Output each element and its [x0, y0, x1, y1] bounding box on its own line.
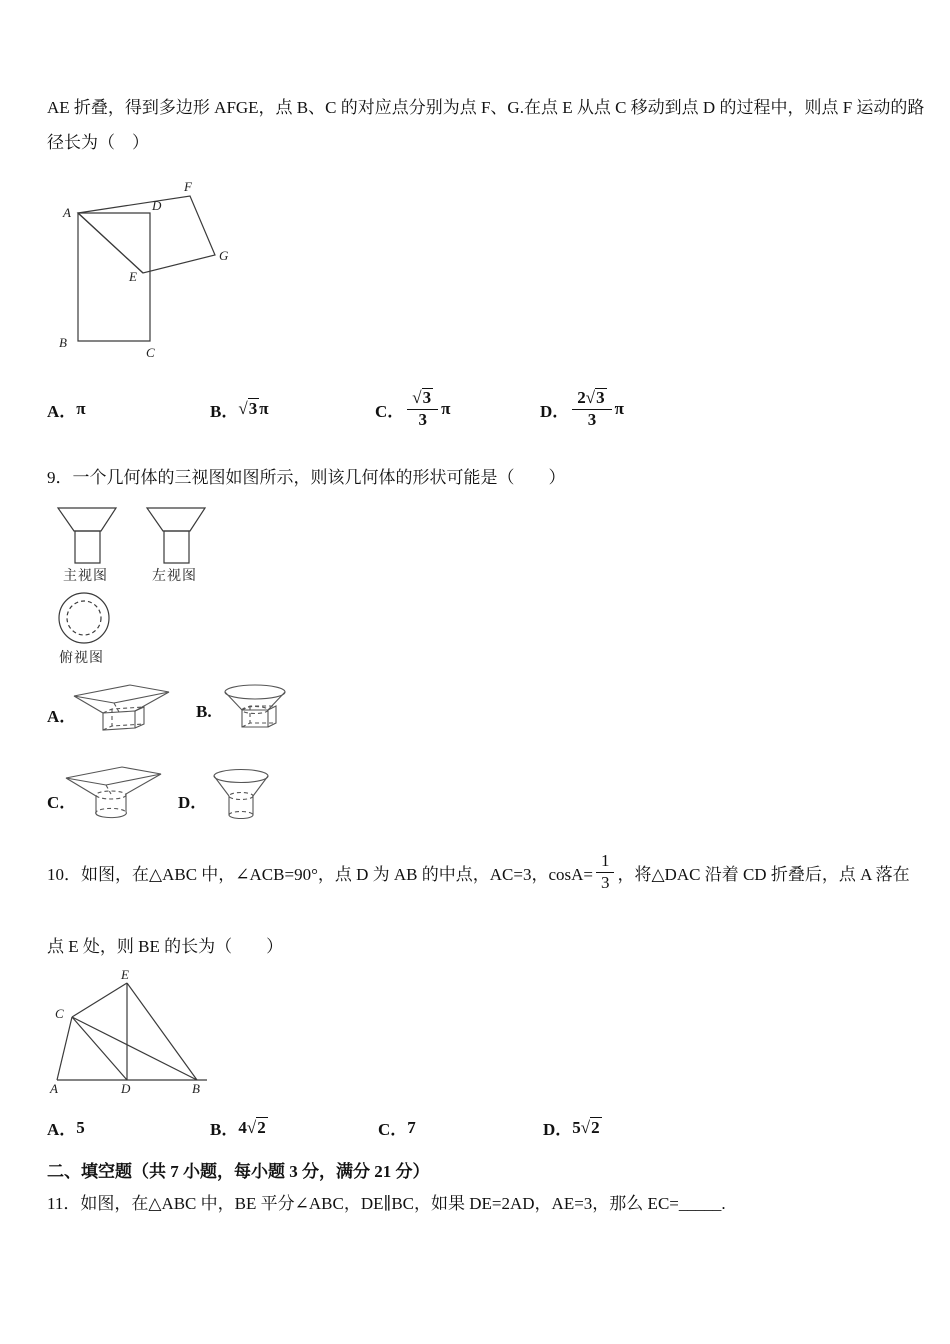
- q8-option-a-label: A．: [47, 401, 77, 421]
- q9-option-a-figure: [72, 682, 172, 734]
- q8-figure-label-g: G: [219, 248, 229, 263]
- q8-text-line2: 径长为（ ）: [47, 133, 149, 152]
- q10-figure-triangle: [42, 966, 222, 1096]
- sqrt-icon: √: [585, 388, 596, 408]
- q9-text: 9．一个几何体的三视图如图所示，则该几何体的形状可能是（ ）: [47, 468, 566, 487]
- q10-figure-label-a: A: [50, 1081, 58, 1096]
- q8-option-d-coefficient: 2: [577, 388, 586, 408]
- q8-option-c-radicand: 3: [422, 388, 432, 408]
- q10-option-b-radicand: 2: [257, 1118, 266, 1137]
- q10-option-d-radicand: 2: [591, 1118, 600, 1137]
- q10-fraction-denominator: 3: [600, 872, 610, 892]
- q8-option-b: [210, 381, 269, 437]
- q8-option-d: [540, 381, 624, 437]
- q8-option-c-label: C．: [375, 401, 405, 421]
- q8-figure-label-d: D: [152, 198, 162, 213]
- q8-figure-label-c: C: [146, 345, 155, 360]
- q8-figure-label-e: E: [129, 269, 137, 284]
- sqrt-icon: √: [246, 1117, 257, 1137]
- q10-figure-label-d: D: [121, 1081, 131, 1096]
- q10-option-b-label: B．: [210, 1120, 239, 1139]
- q10-line1-post: ，将△DAC 沿着 CD 折叠后，点 A 落在: [617, 864, 910, 884]
- q8-option-d-radicand: 3: [596, 388, 605, 408]
- q10-inline-fraction: [596, 852, 615, 892]
- sqrt-icon: √: [238, 399, 248, 418]
- q10-option-c-label: C．: [378, 1120, 408, 1139]
- q8-figure-label-f: F: [184, 179, 192, 194]
- q9-option-b-label: B.: [196, 702, 212, 721]
- q10-option-d: [543, 1105, 602, 1150]
- q8-figure-label-a: A: [63, 205, 71, 220]
- q8-option-c-suffix: π: [441, 399, 451, 418]
- q8-option-d-label: D．: [540, 401, 570, 421]
- q8-option-d-suffix: π: [614, 399, 624, 418]
- q9-option-c-figure: [64, 764, 164, 820]
- q10-figure-label-c: C: [55, 1006, 64, 1021]
- q9-left-view-figure: [146, 502, 208, 564]
- q10-option-a: [47, 1105, 85, 1150]
- q8-option-b-suffix: π: [259, 399, 269, 418]
- q8-option-c-fraction: [407, 388, 438, 429]
- q11-text: 11．如图，在△ABC 中，BE 平分∠ABC，DE∥BC，如果 DE=2AD，AE=3，那么 EC=_____.: [47, 1194, 726, 1213]
- section2-title: 二、填空题（共 7 小题，每小题 3 分，满分 21 分）: [47, 1162, 430, 1181]
- q10-figure-label-e: E: [121, 967, 129, 982]
- q10-option-b: [210, 1105, 268, 1150]
- q10-text-line2: 点 E 处，则 BE 的长为（ ）: [47, 937, 284, 956]
- q8-option-d-fraction: [572, 388, 611, 429]
- q9-option-d-figure: [212, 768, 272, 824]
- q9-option-c-label: C．: [47, 793, 77, 812]
- q8-option-c: [375, 381, 450, 437]
- q9-option-d-label: D．: [178, 793, 208, 812]
- sqrt-icon: √: [412, 388, 422, 408]
- q8-option-b-label: B．: [210, 401, 239, 421]
- q8-text-line1: AE 折叠，得到多边形 AFGE，点 B、C 的对应点分别为点 F、G.在点 E 从点 C 移动到点 D 的过程中，则点 F 运动的路: [47, 98, 925, 117]
- q10-option-a-label: A．: [47, 1120, 77, 1139]
- q8-figure-label-b: B: [59, 335, 67, 350]
- q10-option-d-label: D．: [543, 1120, 573, 1139]
- q8-option-b-radical: [238, 399, 259, 419]
- q10-option-c: [378, 1105, 416, 1150]
- q9-top-view-figure: [56, 590, 112, 646]
- q10-option-a-value: 5: [76, 1117, 85, 1137]
- q8-option-d-numerator: [572, 388, 611, 410]
- sqrt-icon: √: [580, 1117, 591, 1137]
- q10-line1-pre: 10．如图，在△ABC 中，∠ACB=90°，点 D 为 AB 的中点，AC=3，cosA=: [47, 864, 593, 884]
- q8-option-d-denominator: 3: [587, 410, 597, 429]
- q10-option-d-coefficient: 5: [572, 1117, 581, 1137]
- q10-option-c-value: 7: [407, 1117, 416, 1137]
- q8-option-b-radicand: 3: [248, 399, 258, 418]
- q9-front-view-figure: [57, 502, 119, 564]
- q10-fraction-numerator: 1: [596, 852, 615, 873]
- q10-figure-label-b: B: [192, 1081, 200, 1096]
- q10-option-b-coefficient: 4: [238, 1117, 247, 1137]
- q9-left-view-label: 左视图: [152, 569, 197, 584]
- q8-figure-folded-rectangle: [53, 172, 238, 367]
- q9-top-view-label: 俯视图: [59, 651, 104, 666]
- q9-front-view-label: 主视图: [63, 569, 108, 584]
- q9-option-b-figure: [222, 684, 288, 732]
- q8-option-a: [47, 381, 86, 437]
- q9-option-a-label: A．: [47, 707, 77, 726]
- q8-option-c-numerator: [407, 388, 438, 410]
- q8-option-c-denominator: 3: [418, 410, 427, 429]
- q10-text-line1: [47, 845, 910, 899]
- q8-option-a-value: π: [76, 399, 86, 418]
